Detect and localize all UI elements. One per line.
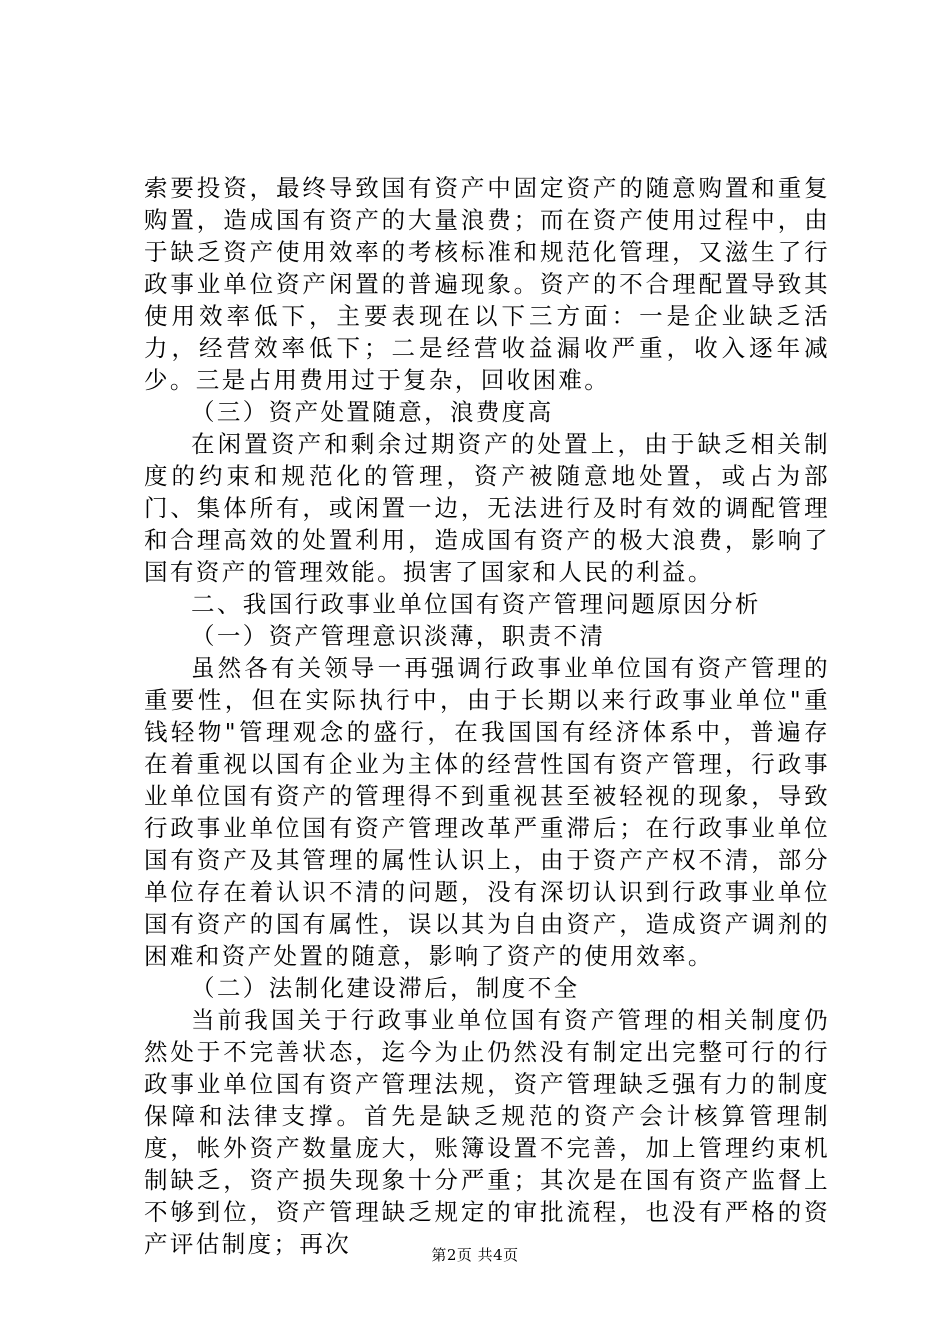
- section-heading-3: （三）资产处置随意，浪费度高: [191, 398, 554, 426]
- paragraph: 在闲置资产和剩余过期资产的处置上，由于缺乏相关制度的约束和规范化的管理，资产被随意地处置，或占为部门、集体所有，或闲置一边，无法进行及时有效的调配管理和合理高效的处置利用，造成国有资产的极大浪费，影响了国有资产的管理效能。损害了国家和人民的利益。: [144, 430, 830, 586]
- paragraph: 当前我国关于行政事业单位国有资产管理的相关制度仍然处于不完善状态，迄今为止仍然没有制定出完整可行的行政事业单位国有资产管理法规，资产管理缺乏强有力的制度保障和法律支撑。首先是缺乏规范的资产会计核算管理制度，帐外资产数量庞大，账簿设置不完善，加上管理约束机制缺乏，资产损失现象十分严重；其次是在国有资产监督上不够到位，资产管理缺乏规定的审批流程，也没有严格的资产评估制度；再次: [144, 1006, 830, 1258]
- document-body: [144, 172, 830, 1260]
- paragraph-continuation: 索要投资，最终导致国有资产中固定资产的随意购置和重复购置，造成国有资产的大量浪费；而在资产使用过程中，由于缺乏资产使用效率的考核标准和规范化管理，又滋生了行政事业单位资产闲置的普遍现象。资产的不合理配置导致其使用效率低下，主要表现在以下三方面：一是企业缺乏活力，经营效率低下；二是经营收益漏收严重，收入逐年减少。三是占用费用过于复杂，回收困难。: [144, 174, 830, 394]
- page-number-footer: 第2页 共4页: [431, 1246, 519, 1264]
- chapter-heading-2: 二、我国行政事业单位国有资产管理问题原因分析: [191, 590, 761, 618]
- paragraph: 虽然各有关领导一再强调行政事业单位国有资产管理的重要性，但在实际执行中，由于长期以来行政事业单位"重钱轻物"管理观念的盛行，在我国国有经济体系中，普遍存在着重视以国有企业为主体的经营性国有资产管理，行政事业单位国有资产的管理得不到重视甚至被轻视的现象，导致行政事业单位国有资产管理改革严重滞后；在行政事业单位国有资产及其管理的属性认识上，由于资产产权不清，部分单位存在着认识不清的问题，没有深切认识到行政事业单位国有资产的国有属性，误以其为自由资产，造成资产调剂的困难和资产处置的随意，影响了资产的使用效率。: [144, 654, 830, 970]
- section-heading-1: （一）资产管理意识淡薄，职责不清: [191, 622, 606, 650]
- section-heading-2: （二）法制化建设滞后，制度不全: [191, 974, 580, 1002]
